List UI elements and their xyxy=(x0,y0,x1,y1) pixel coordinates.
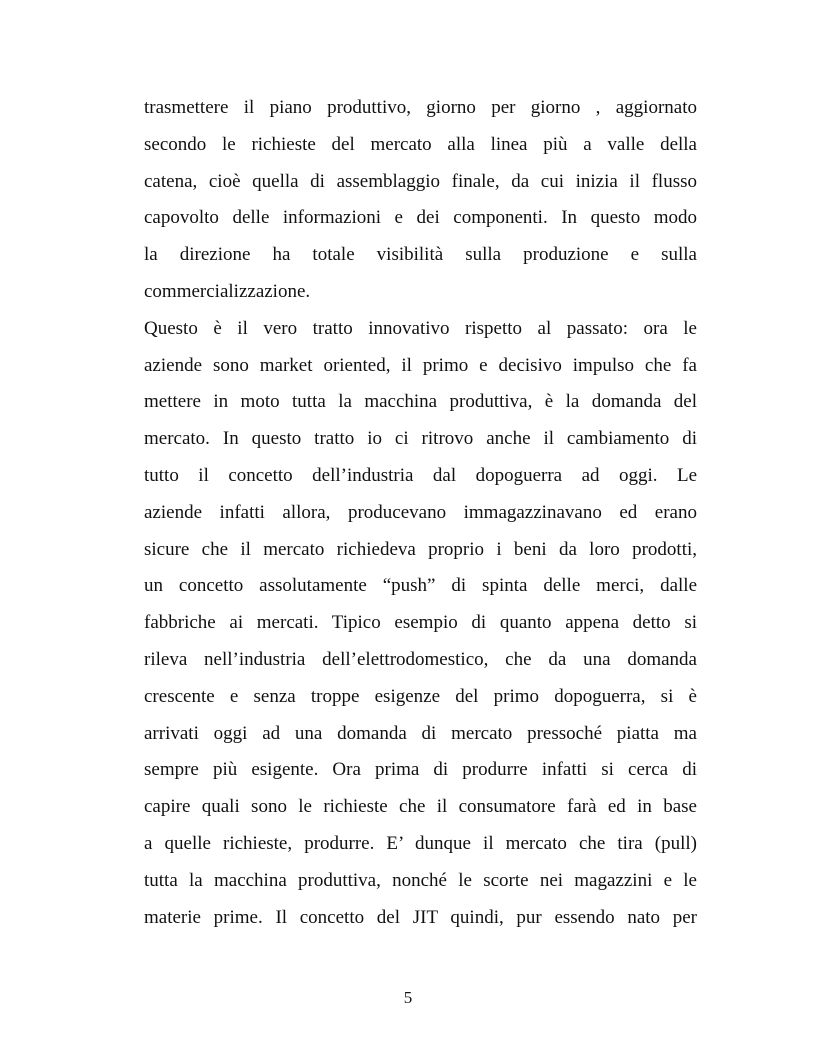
text-line: materie prime. Il concetto del JIT quindi, pur essendo nato per xyxy=(144,906,697,928)
text-line: a quelle richieste, produrre. E’ dunque il mercato che tira (pull) xyxy=(144,832,697,854)
text-line: tutto il concetto dell’industria dal dopoguerra ad oggi. Le xyxy=(144,464,697,486)
text-line: capovolto delle informazioni e dei componenti. In questo modo xyxy=(144,207,697,229)
text-line: aziende sono market oriented, il primo e decisivo impulso che fa xyxy=(144,354,697,376)
text-line: arrivati oggi ad una domanda di mercato pressoché piatta ma xyxy=(144,722,697,744)
text-line: mettere in moto tutta la macchina produttiva, è la domanda del xyxy=(144,391,697,413)
text-line: tutta la macchina produttiva, nonché le scorte nei magazzini e le xyxy=(144,869,697,891)
text-line: capire quali sono le richieste che il consumatore farà ed in base xyxy=(144,796,697,818)
text-line: sicure che il mercato richiedeva proprio i beni da loro prodotti, xyxy=(144,538,697,560)
text-line: rileva nell’industria dell’elettrodomestico, che da una domanda xyxy=(144,648,697,670)
text-line: mercato. In questo tratto io ci ritrovo anche il cambiamento di xyxy=(144,428,697,450)
text-line: un concetto assolutamente “push” di spinta delle merci, dalle xyxy=(144,575,697,597)
text-line: commercializzazione. xyxy=(144,280,311,302)
body-text xyxy=(144,90,697,936)
text-line: aziende infatti allora, producevano immagazzinavano ed erano xyxy=(144,501,697,523)
text-line: fabbriche ai mercati. Tipico esempio di quanto appena detto si xyxy=(144,612,697,634)
text-line: catena, cioè quella di assemblaggio finale, da cui inizia il flusso xyxy=(144,170,697,192)
text-line: Questo è il vero tratto innovativo rispetto al passato: ora le xyxy=(144,317,697,339)
text-line: trasmettere il piano produttivo, giorno per giorno , aggiornato xyxy=(144,97,697,118)
text-line: sempre più esigente. Ora prima di produrre infatti si cerca di xyxy=(144,759,697,781)
page-number: 5 xyxy=(403,988,413,1007)
text-line: secondo le richieste del mercato alla linea più a valle della xyxy=(144,133,697,155)
text-line: la direzione ha totale visibilità sulla produzione e sulla xyxy=(144,244,697,266)
text-line: crescente e senza troppe esigenze del primo dopoguerra, si è xyxy=(144,685,697,707)
